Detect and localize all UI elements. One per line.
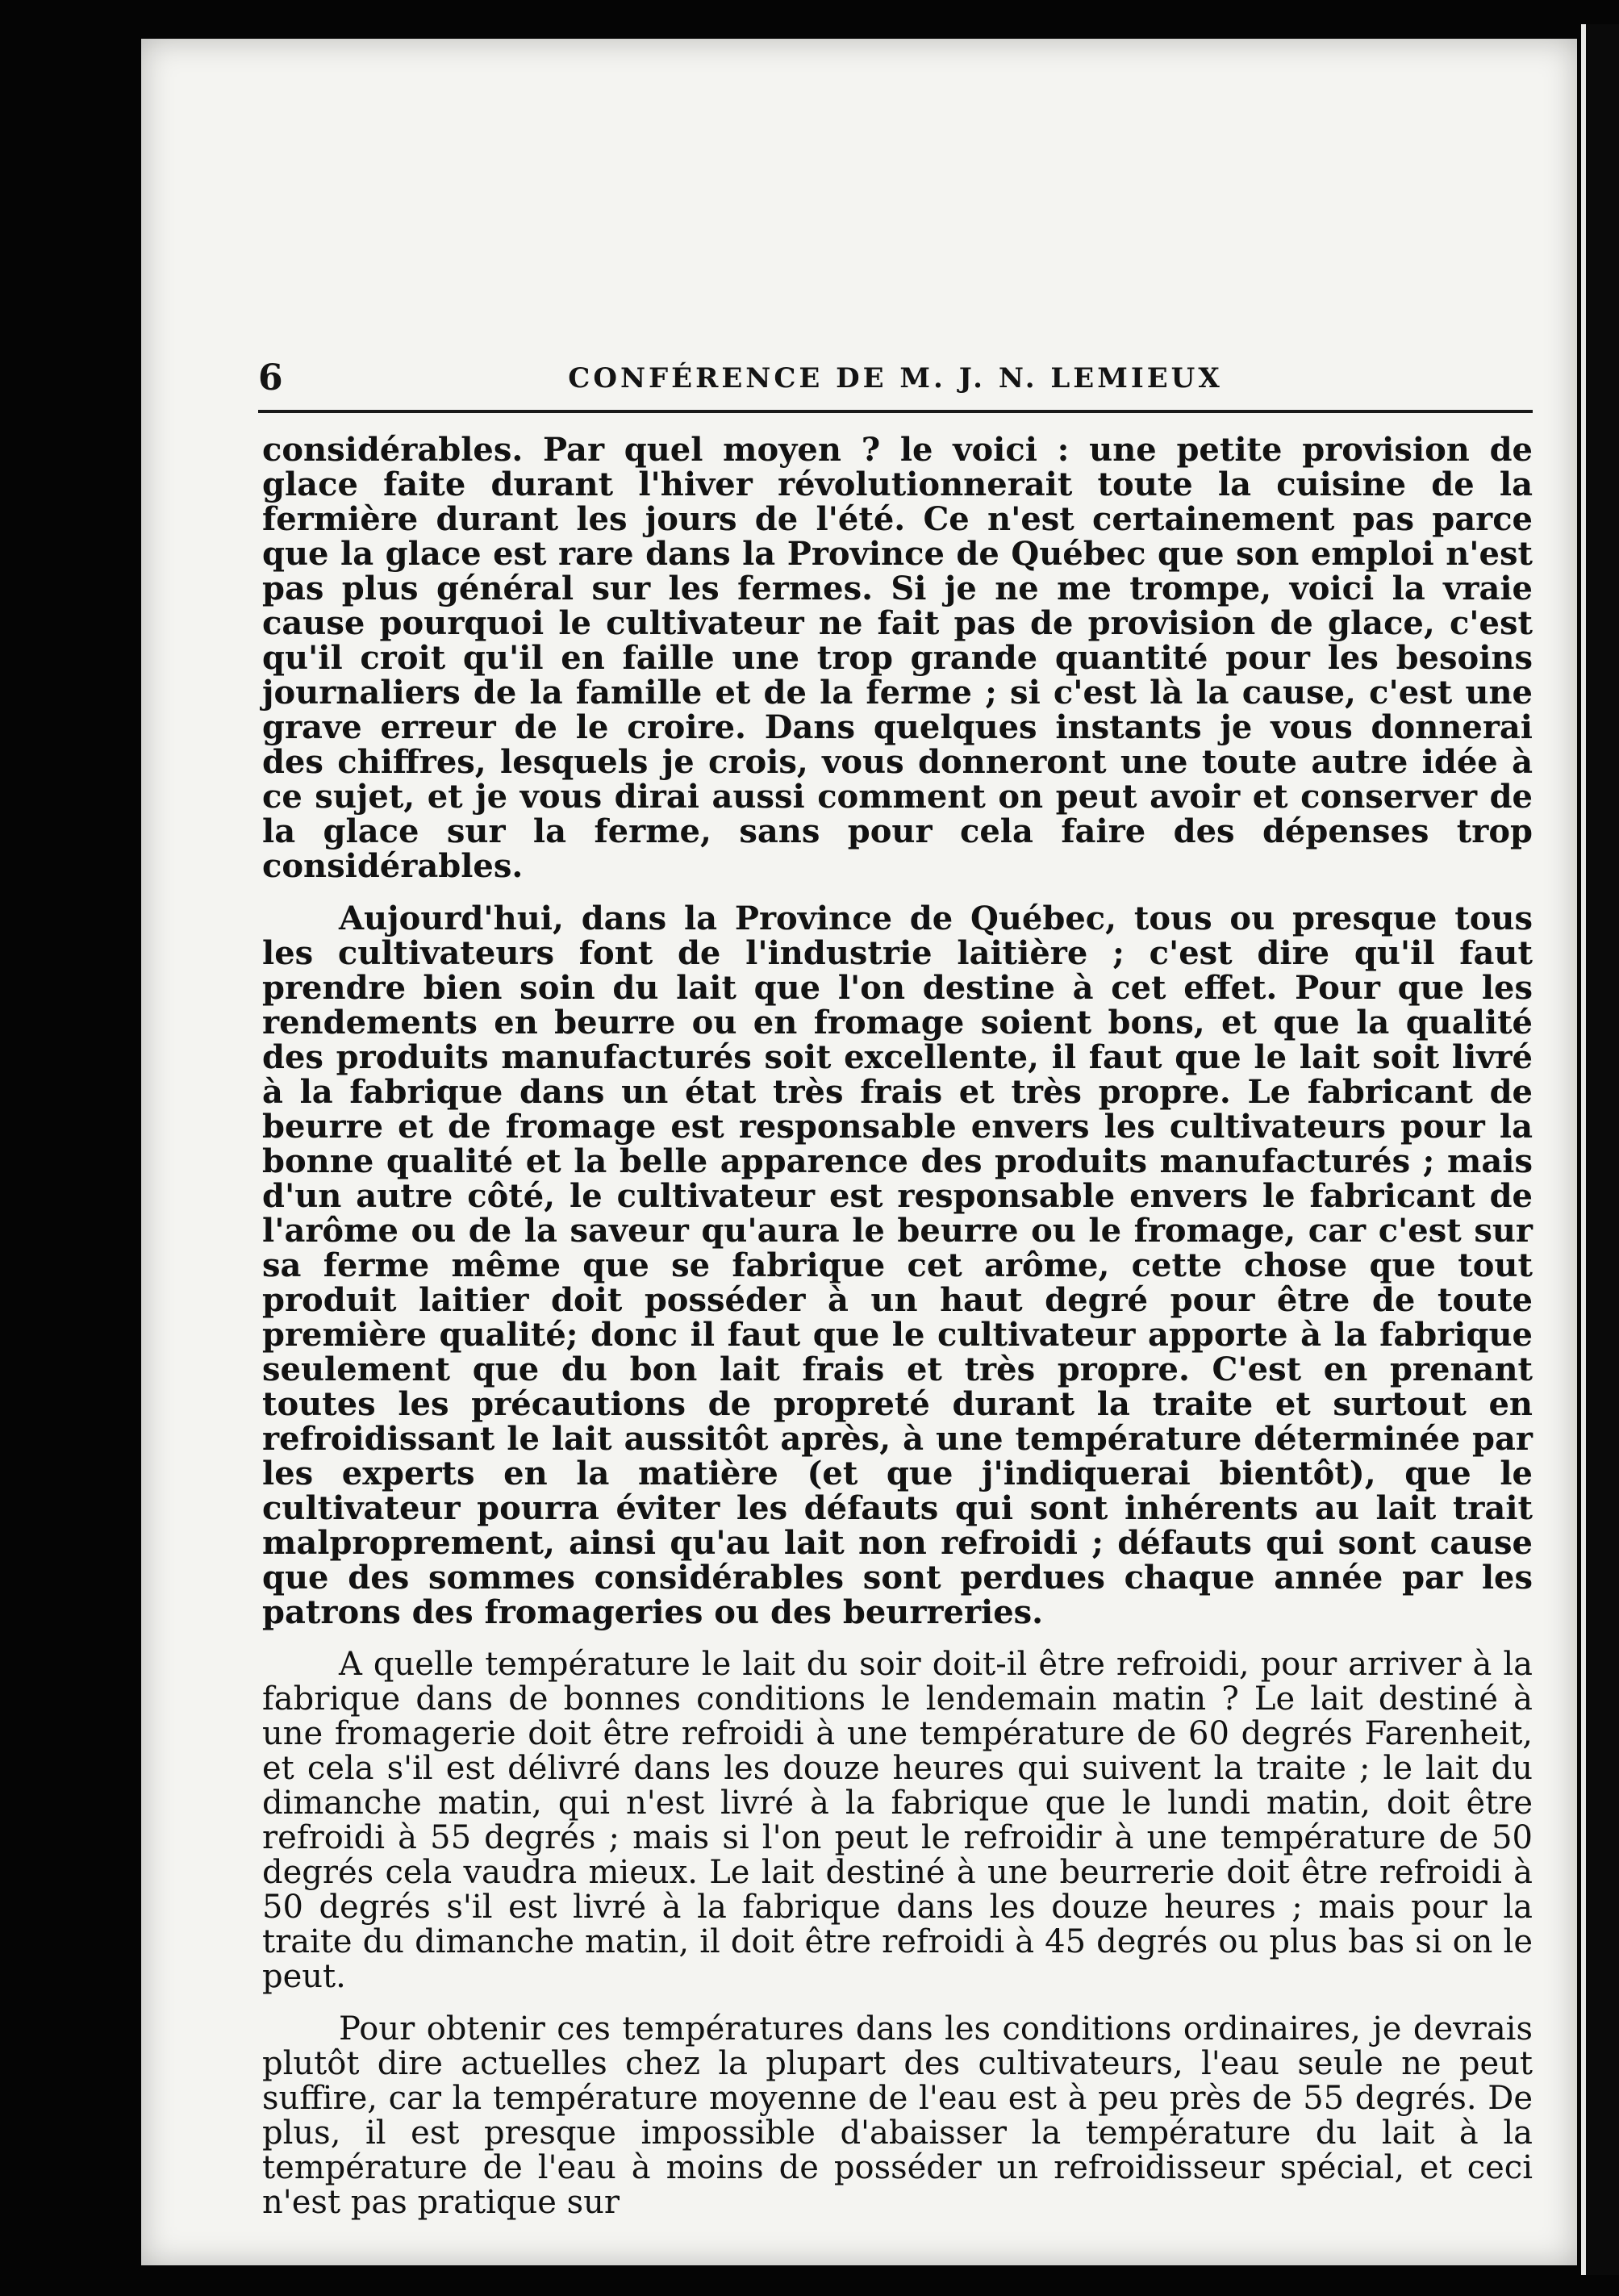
body-text — [262, 432, 1533, 2220]
page-number: 6 — [258, 357, 283, 399]
paragraph: considérables. Par quel moyen ? le voici : une petite provision de glace faite durant l'hiver révolutionnerait toute la cuisine de la fermière durant les jours de l'été. Ce n'est certainement pas parce que la glace est rare dans la Province de Québec que son emploi n'est pas plus général sur les fermes. Si je ne me trompe, voici la vraie cause pourquoi le cultivateur ne fait pas de provision de glace, c'est qu'il croit qu'il en faille une trop grande quantité pour les besoins journaliers de la famille et de la ferme ; si c'est là la cause, c'est une grave erreur de le croire. Dans quelques instants je vous donnerai des chiffres, lesquels je crois, vous donneront une toute autre idée à ce sujet, et je vous dirai aussi comment on peut avoir et conserver de la glace sur la ferme, sans pour cela faire des dépenses trop considérables. — [262, 431, 1533, 885]
paragraph: Aujourd'hui, dans la Province de Québec, tous ou presque tous les cultivateurs font de l'industrie laitière ; c'est dire qu'il faut prendre bien soin du lait que l'on destine à cet effet. Pour que les rendements en beurre ou en fromage soient bons, et que la qualité des produits manufacturés soit excellente, il faut que le lait soit livré à la fabrique dans un état très frais et très propre. Le fabricant de beurre et de fromage est responsable envers les cultivateurs pour la bonne qualité et la belle apparence des produits manufacturés ; mais d'un autre côté, le cultivateur est responsable envers le fabricant de l'arôme ou de la saveur qu'aura le beurre ou le fromage, car c'est sur sa ferme même que se fabrique cet arôme, cette chose que tout produit laitier doit posséder à un haut degré pour être de toute première qualité; donc il faut que le cultivateur apporte à la fabrique seulement que du bon lait frais et très propre. C'est en prenant toutes les précautions de propreté durant la traite et surtout en refroidissant le lait aussitôt après, à une température déterminée par les experts en la matière (et que j'indiquerai bientôt), que le cultivateur pourra éviter les défauts qui sont inhérents au lait trait malproprement, ainsi qu'au lait non refroidi ; défauts qui sont cause que des sommes considérables sont perdues chaque année par les patrons des fromageries ou des beurreries. — [262, 900, 1533, 1631]
facing-page-edge — [1581, 24, 1619, 2275]
document-page — [141, 39, 1577, 2265]
paragraph: A quelle température le lait du soir doit-il être refroidi, pour arriver à la fabrique dans de bonnes conditions le lendemain matin ? Le lait destiné à une fromagerie doit être refroidi à une température de 60 degrés Farenheit, et cela s'il est délivré dans les douze heures qui suivent la traite ; le lait du dimanche matin, qui n'est livré à la fabrique que le lundi matin, doit être refroidi à 55 degrés ; mais si l'on peut le refroidir à une température de 50 degrés cela vaudra mieux. Le lait destiné à une beurrerie doit être refroidi à 50 degrés s'il est livré à la fabrique dans les douze heures ; mais pour la traite du dimanche matin, il doit être refroidi à 45 degrés ou plus bas si on le peut. — [262, 1646, 1533, 1995]
paragraph: Pour obtenir ces températures dans les conditions ordinaires, je devrais plutôt dire actuelles chez la plupart des cultivateurs, l'eau seule ne peut suffire, car la température moyenne de l'eau est à peu près de 55 degrés. De plus, il est presque impossible d'abaisser la température du lait à la température de l'eau à moins de posséder un refroidisseur spécial, et ceci n'est pas pratique sur — [262, 2010, 1533, 2221]
running-title: CONFÉRENCE DE M. J. N. LEMIEUX — [568, 362, 1223, 394]
header-rule — [258, 410, 1533, 413]
page-header — [258, 357, 1533, 406]
